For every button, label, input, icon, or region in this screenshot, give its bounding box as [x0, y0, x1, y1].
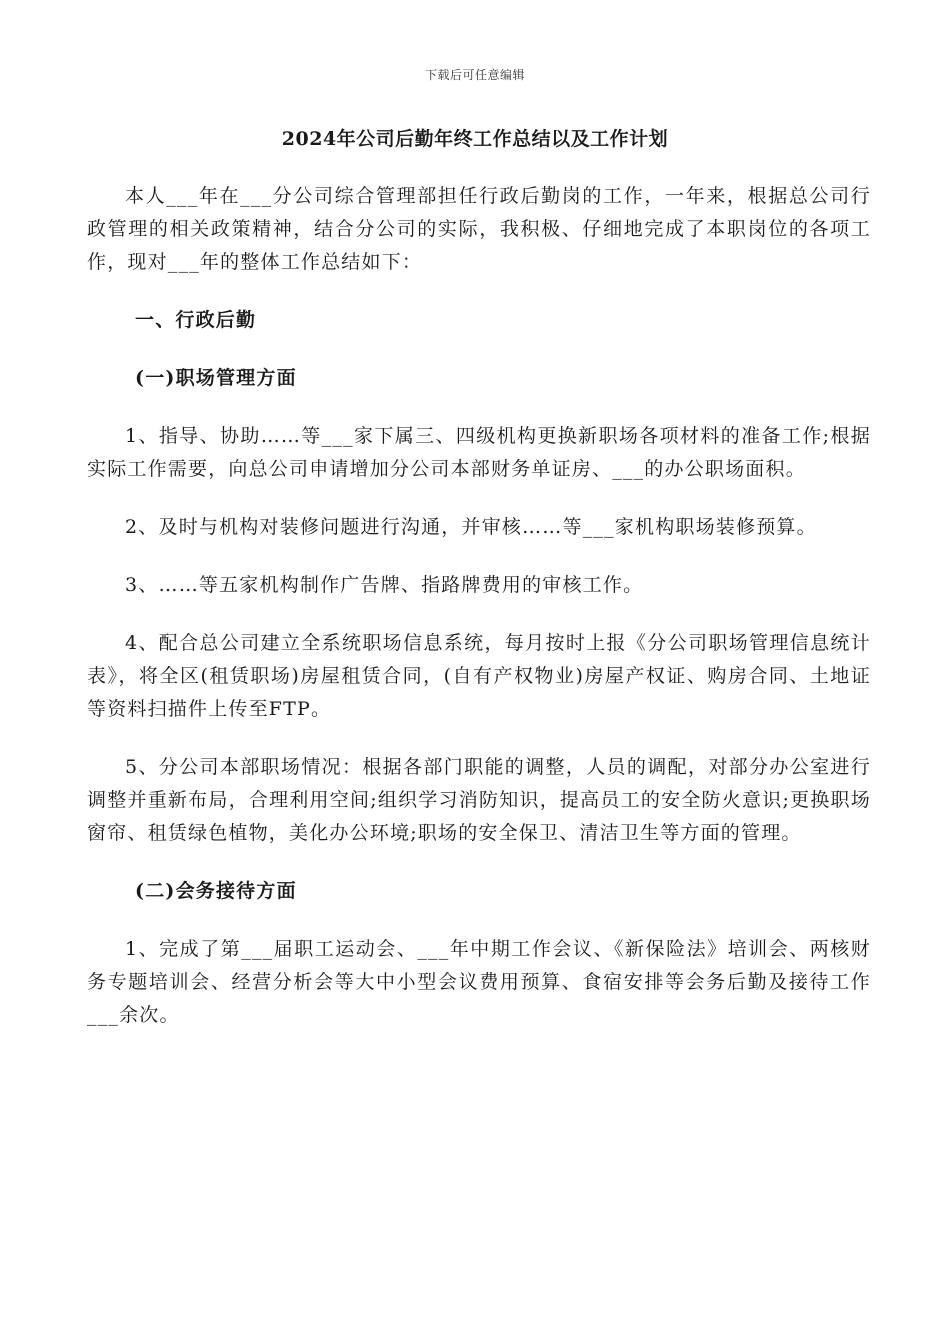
workplace-item-5: 5、分公司本部职场情况：根据各部门职能的调整，人员的调配，对部分办公室进行调整并重新布局，合理利用空间;组织学习消防知识，提高员工的安全防火意识;更换职场窗帘、租赁绿色植物，美化办公环境;职场的安全保卫、清洁卫生等方面的管理。: [87, 756, 871, 844]
document-body: [87, 180, 871, 1057]
subsection-heading-meetings: (二)会务接待方面: [135, 880, 297, 902]
workplace-item-1: 1、指导、协助……等___家下属三、四级机构更换新职场各项材料的准备工作;根据实际工作需要，向总公司申请增加分公司本部财务单证房、___的办公职场面积。: [87, 425, 871, 480]
intro-paragraph: 本人___年在___分公司综合管理部担任行政后勤岗的工作，一年来，根据总公司行政管理的相关政策精神，结合分公司的实际，我积极、仔细地完成了本职岗位的各项工作，现对___年的整体工作总结如下：: [87, 185, 871, 273]
subsection-heading-workplace: (一)职场管理方面: [135, 367, 297, 389]
document-title: 2024年公司后勤年终工作总结以及工作计划: [281, 128, 669, 150]
workplace-item-3: 3、……等五家机构制作广告牌、指路牌费用的审核工作。: [125, 574, 644, 596]
header-note: 下载后可任意编辑: [424, 68, 525, 82]
workplace-item-4: 4、配合总公司建立全系统职场信息系统，每月按时上报《分公司职场管理信息统计表》，将全区(租赁职场)房屋租赁合同，(自有产权物业)房屋产权证、购房合同、土地证等资料扫描件上传至FTP。: [87, 632, 871, 720]
meetings-item-1: 1、完成了第___届职工运动会、___年中期工作会议、《新保险法》培训会、两核财务专题培训会、经营分析会等大中小型会议费用预算、食宿安排等会务后勤及接待工作___余次。: [87, 938, 871, 1026]
workplace-item-2: 2、及时与机构对装修问题进行沟通，并审核……等___家机构职场装修预算。: [125, 516, 817, 538]
section-heading-admin-logistics: 一、行政后勤: [135, 309, 257, 331]
